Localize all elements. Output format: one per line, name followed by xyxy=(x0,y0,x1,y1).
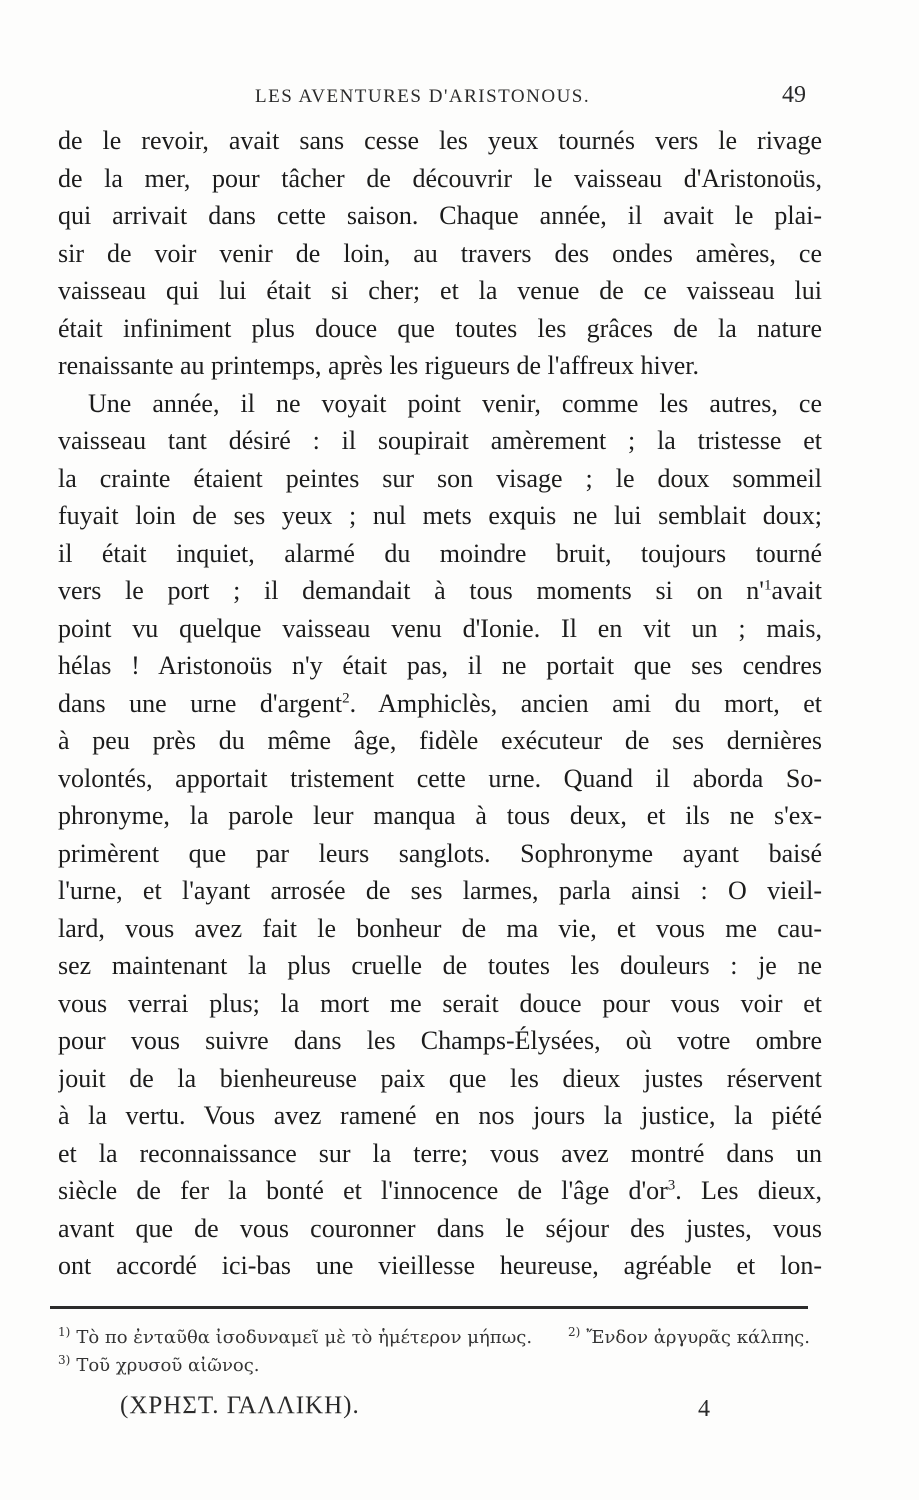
text-line: volontés, apportait tristement cette urne. Quand il aborda So- xyxy=(58,763,822,793)
text-line: hélas ! Aristonoüs n'y était pas, il ne portait que ses cendres xyxy=(58,651,822,680)
text-line: vous verrai plus; la mort me serait douce pour vous voir et xyxy=(58,988,822,1018)
footnote-ref-2: 2 xyxy=(342,689,350,706)
text-line-segment: . Les dieux, xyxy=(675,1176,822,1205)
text-line: était infiniment plus douce que toutes les grâces de la nature xyxy=(58,313,822,343)
text-line: lard, vous avez fait le bonheur de ma vie, et vous me cau- xyxy=(58,913,822,943)
text-line: et la reconnaissance sur la terre; vous avez montré dans un xyxy=(58,1138,822,1168)
footnote-mark: 2) xyxy=(568,1325,581,1339)
text-line-segment: siècle de fer la bonté et l'innocence de l'âge d'or xyxy=(58,1176,668,1205)
footnote-row xyxy=(58,1318,818,1346)
text-line: de la mer, pour tâcher de découvrir le vaisseau d'Aristonoüs, xyxy=(58,163,822,193)
footnote-ref-1: 1 xyxy=(763,577,772,594)
text-line: à peu près du même âge, fidèle exécuteur de ses dernières xyxy=(58,726,822,755)
text-line-segment: . Amphiclès, ancien ami du mort, et xyxy=(349,688,822,718)
text-line: Une année, il ne voyait point venir, comme les autres, ce xyxy=(88,388,822,418)
text-line xyxy=(58,572,822,610)
footnote-3 xyxy=(58,1346,260,1380)
text-line: sez maintenant la plus cruelle de toutes les douleurs : je ne xyxy=(58,951,822,980)
footnote-ref-3: 3 xyxy=(667,1177,676,1194)
text-line: point vu quelque vaisseau venu d'Ionie. Il en vit un ; mais, xyxy=(58,613,822,643)
text-line: phronyme, la parole leur manqua à tous deux, et ils ne s'ex- xyxy=(58,801,822,830)
footnote-text: Τοῦ χρυσοῦ αἰῶνος. xyxy=(76,1355,260,1376)
text-line: jouit de la bienheureuse paix que les dieux justes réservent xyxy=(58,1063,822,1093)
text-line: l'urne, et l'ayant arrosée de ses larmes, parla ainsi : O vieil- xyxy=(58,876,822,905)
body-text xyxy=(58,122,822,1285)
footnotes xyxy=(58,1318,818,1374)
footnote-text: Ἔνδον ἀργυρᾶς κάλπης. xyxy=(586,1327,810,1348)
text-line: sir de voir venir de loin, au travers des ondes amères, ce xyxy=(58,238,822,268)
text-line: vaisseau tant désiré : il soupirait amèrement ; la tristesse et xyxy=(58,426,822,455)
footnote-divider xyxy=(50,1306,808,1309)
text-line: à la vertu. Vous avez ramené en nos jours la justice, la piété xyxy=(58,1101,822,1130)
text-line: ont accordé ici-bas une vieillesse heureuse, agréable et lon- xyxy=(58,1251,822,1280)
text-line: fuyait loin de ses yeux ; nul mets exquis ne lui semblait doux; xyxy=(58,501,822,530)
text-line: renaissante au printemps, après les rigueurs de l'affreux hiver. xyxy=(58,351,699,380)
footnote-mark: 3) xyxy=(58,1353,71,1367)
footnote-row xyxy=(58,1346,818,1374)
text-line: avant que de vous couronner dans le séjour des justes, vous xyxy=(58,1213,822,1243)
text-line xyxy=(58,1172,822,1210)
text-line: pour vous suivre dans les Champs-Élysées, où votre ombre xyxy=(58,1026,822,1055)
running-title: LES AVENTURES D'ARISTONOUS. xyxy=(255,86,591,107)
signature-mark: (ΧΡΗΣΤ. ΓΑΛΛΙΚΗ). xyxy=(120,1392,360,1419)
text-line: la crainte étaient peintes sur son visage ; le doux sommeil xyxy=(58,463,822,493)
text-line-segment: avait xyxy=(771,576,822,605)
footnote-mark: 1) xyxy=(58,1325,71,1339)
text-line: primèrent que par leurs sanglots. Sophronyme ayant baisé xyxy=(58,838,822,868)
text-line-segment: vers le port ; il demandait à tous moments si on n' xyxy=(58,576,764,605)
text-line-segment: dans une urne d'argent xyxy=(58,688,343,718)
text-line: il était inquiet, alarmé du moindre bruit, toujours tourné xyxy=(58,538,822,568)
footnote-text: Τὸ πο ἐνταῦθα ἰσοδυναμεῖ μὲ τὸ ἡμέτερον μήπως. xyxy=(76,1327,533,1348)
page-number: 49 xyxy=(782,82,806,108)
text-line: de le revoir, avait sans cesse les yeux tournés vers le rivage xyxy=(58,126,822,155)
text-line xyxy=(58,685,822,723)
text-line: vaisseau qui lui était si cher; et la venue de ce vaisseau lui xyxy=(58,276,822,305)
sheet-number: 4 xyxy=(698,1396,710,1422)
text-line: qui arrivait dans cette saison. Chaque année, il avait le plai- xyxy=(58,201,822,230)
